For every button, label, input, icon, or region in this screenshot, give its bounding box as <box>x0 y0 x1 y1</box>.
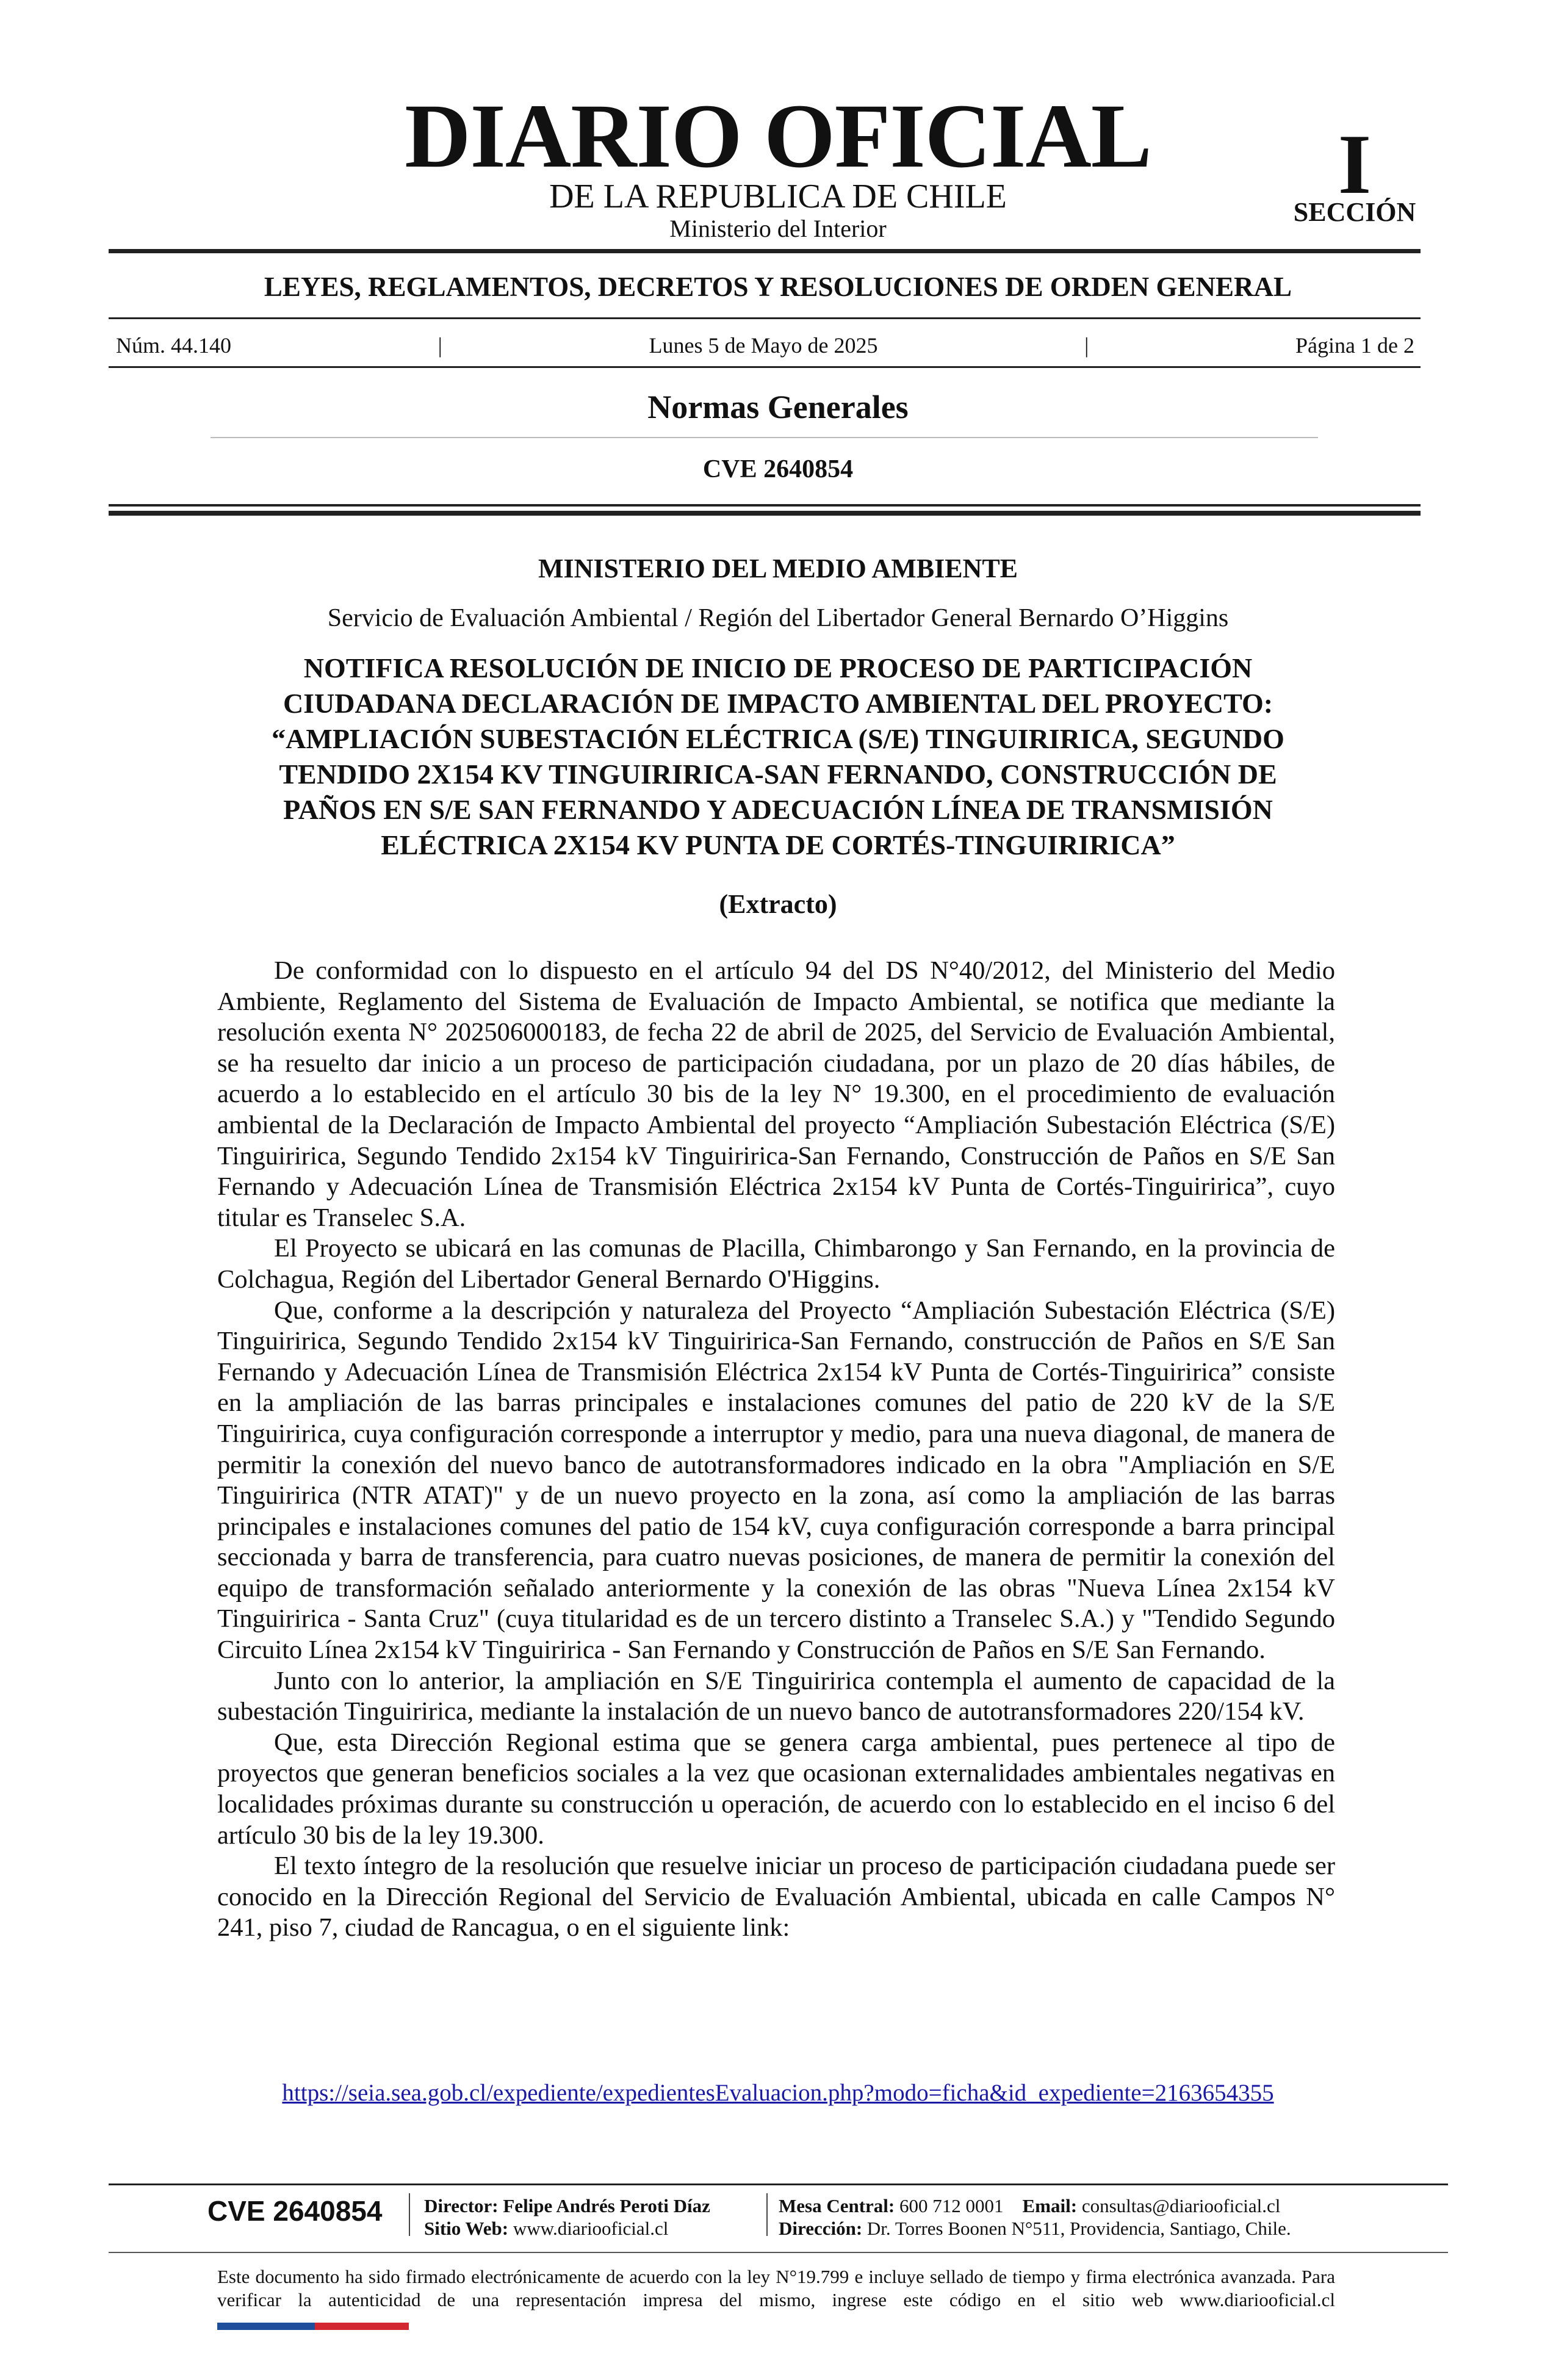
footer-legal-note: Este documento ha sido firmado electrónicamente de acuerdo con la ley N°19.799 e incluye sellado de tiempo y firma electrónica avanzada. Para verificar la autenticidad de una representación impresa del mismo, ingrese este código en el sitio web www.diariooficial.cl <box>217 2266 1335 2310</box>
issue-separator: | <box>1084 333 1089 358</box>
paragraph: Que, conforme a la descripción y naturaleza del Proyecto “Ampliación Subestación Eléctrica (S/E) Tinguiririca, Segundo Tendido 2x154 kV Tinguiririca-San Fernando, construcción de Paños en S/E San Fernando y Adecuación Línea de Transmisión Eléctrica 2x154 kV Punta de Cortés-Tinguiririca” consiste en la ampliación de las barras principales e instalaciones comunes del patio de 220 kV de la S/E Tinguiririca, cuya configuración corresponde a interruptor y medio, para una nueva diagonal, de manera de permitir la conexión del nuevo banco de autotransformadores indicado en la obra "Ampliación en S/E Tinguiririca (NTR ATAT)" y de un nuevo proyecto en la zona, así como la ampliación de las barras principales e instalaciones comunes del patio de 154 kV, cuya configuración corresponde a barra principal seccionada y barra de transferencia, para cuatro nuevas posiciones, de manera de permitir la conexión del equipo de transformación señalado anteriormente y la conexión de las obras "Nueva Línea 2x154 kV Tinguiririca - Santa Cruz" (cuya titularidad es de un tercero distinto a Transelec S.A.) y "Tendido Segundo Circuito Línea 2x154 kV Tinguiririca - San Fernando y Construcción de Paños en S/E San Fernando. <box>217 1296 1335 1665</box>
website-link[interactable]: www.diariooficial.cl <box>513 2218 669 2239</box>
website-label: Sitio Web: <box>424 2218 509 2239</box>
category-divider <box>211 437 1318 438</box>
cve-code: CVE 2640854 <box>702 455 854 483</box>
issue-date: Lunes 5 de Mayo de 2025 <box>649 333 878 358</box>
email-link[interactable]: consultas@diariooficial.cl <box>1081 2195 1281 2216</box>
issue-separator: | <box>438 333 442 358</box>
issue-meta-row <box>116 334 1414 356</box>
masthead-divider <box>109 249 1421 253</box>
article-headline: NOTIFICA RESOLUCIÓN DE INICIO DE PROCESO DE PARTICIPACIÓN CIUDADANA DECLARACIÓN DE IMPACTO AMBIENTAL DEL PROYECTO: “AMPLIACIÓN SUBESTACIÓN ELÉCTRICA (S/E) TINGUIRIRICA, SEGUNDO TENDIDO 2X154 KV TINGUIRIRICA-SAN FERNANDO, CONSTRUCCIÓN DE PAÑOS EN S/E SAN FERNANDO Y ADECUACIÓN LÍNEA DE TRANSMISIÓN ELÉCTRICA 2X154 KV PUNTA DE CORTÉS-TINGUIRIRICA” <box>272 652 1284 860</box>
address-text: Dr. Torres Boonen N°511, Providencia, Santiago, Chile. <box>866 2218 1291 2239</box>
meta-divider <box>109 366 1421 368</box>
laws-divider <box>109 317 1421 319</box>
paragraph: El Proyecto se ubicará en las comunas de Placilla, Chimbarongo y San Fernando, en la provincia de Colchagua, Región del Libertador General Bernardo O'Higgins. <box>217 1234 1335 1294</box>
masthead-ministry: Ministerio del Interior <box>669 215 887 242</box>
address-label: Dirección: <box>779 2218 863 2239</box>
director-name: Felipe Andrés Peroti Díaz <box>503 2195 710 2216</box>
section-label: SECCIÓN <box>1293 197 1416 227</box>
director-label: Director: <box>424 2195 499 2216</box>
masthead-subtitle: DE LA REPUBLICA DE CHILE <box>549 178 1007 215</box>
footer-separator <box>766 2193 768 2236</box>
footer-divider-lower <box>109 2252 1448 2253</box>
section-number: I <box>1338 117 1372 212</box>
footer-separator <box>409 2193 410 2236</box>
footer-director-block <box>424 2194 766 2240</box>
phone-number: 600 712 0001 <box>899 2195 1004 2216</box>
phone-label: Mesa Central: <box>779 2195 895 2216</box>
category-heading: Normas Generales <box>647 389 909 425</box>
masthead-title: DIARIO OFICIAL <box>405 85 1151 187</box>
article-service: Servicio de Evaluación Ambiental / Región del Libertador General Bernardo O’Higgins <box>327 604 1229 632</box>
footer-cve-code: CVE 2640854 <box>207 2195 383 2227</box>
paragraph: Junto con lo anterior, la ampliación en S/E Tinguiririca contempla el aumento de capacidad de la subestación Tinguiririca, mediante la instalación de un nuevo banco de autotransformadores 220/154 kV. <box>217 1666 1335 1726</box>
paragraph: El texto íntegro de la resolución que resuelve iniciar un proceso de participación ciudadana puede ser conocido en la Dirección Regional del Servicio de Evaluación Ambiental, ubicada en calle Campos N° 241, piso 7, ciudad de Rancagua, o en el siguiente link: <box>217 1852 1335 1942</box>
paragraph: De conformidad con lo dispuesto en el artículo 94 del DS N°40/2012, del Ministerio del Medio Ambiente, Reglamento del Sistema de Evaluación de Impacto Ambiental, se notifica que mediante la resolución exenta N° 202506000183, de fecha 22 de abril de 2025, del Servicio de Evaluación Ambiental, se ha resuelto dar inicio a un proceso de participación ciudadana, por un plazo de 20 días hábiles, de acuerdo a lo establecido en el artículo 30 bis de la ley N° 19.300, en el procedimiento de evaluación ambiental de la Declaración de Impacto Ambiental del proyecto “Ampliación Subestación Eléctrica (S/E) Tinguiririca, Segundo Tendido 2x154 kV Tinguiririca-San Fernando, Construcción de Paños en S/E San Fernando y Adecuación Línea de Transmisión Eléctrica 2x154 kV Punta de Cortés-Tinguiririca”, cuyo titular es Transelec S.A. <box>217 956 1335 1232</box>
article-body <box>217 956 1335 1944</box>
header-divider-thick <box>109 511 1421 516</box>
email-label: Email: <box>1022 2195 1078 2216</box>
header-divider-thin <box>109 504 1421 507</box>
laws-heading: LEYES, REGLAMENTOS, DECRETOS Y RESOLUCIONES DE ORDEN GENERAL <box>264 272 1292 302</box>
article-ministry: MINISTERIO DEL MEDIO AMBIENTE <box>538 554 1018 583</box>
expediente-link[interactable]: https://seia.sea.gob.cl/expediente/expedientesEvaluacion.php?modo=ficha&id_expediente=2163654355 <box>282 2080 1274 2106</box>
issue-page: Página 1 de 2 <box>1295 333 1414 358</box>
footer-contact-block <box>779 2194 1389 2240</box>
paragraph: Que, esta Dirección Regional estima que se genera carga ambiental, pues pertenece al tipo de proyectos que generan beneficios sociales a la vez que ocasionan externalidades ambientales negativas en localidades próximas durante su construcción u operación, de acuerdo con lo establecido en el inciso 6 del artículo 30 bis de la ley 19.300. <box>217 1728 1335 1850</box>
footer-divider <box>109 2183 1448 2185</box>
flag-stripe-red <box>315 2323 409 2330</box>
extract-label: (Extracto) <box>719 889 837 919</box>
issue-number: Núm. 44.140 <box>116 333 231 358</box>
flag-stripe-blue <box>217 2323 315 2330</box>
